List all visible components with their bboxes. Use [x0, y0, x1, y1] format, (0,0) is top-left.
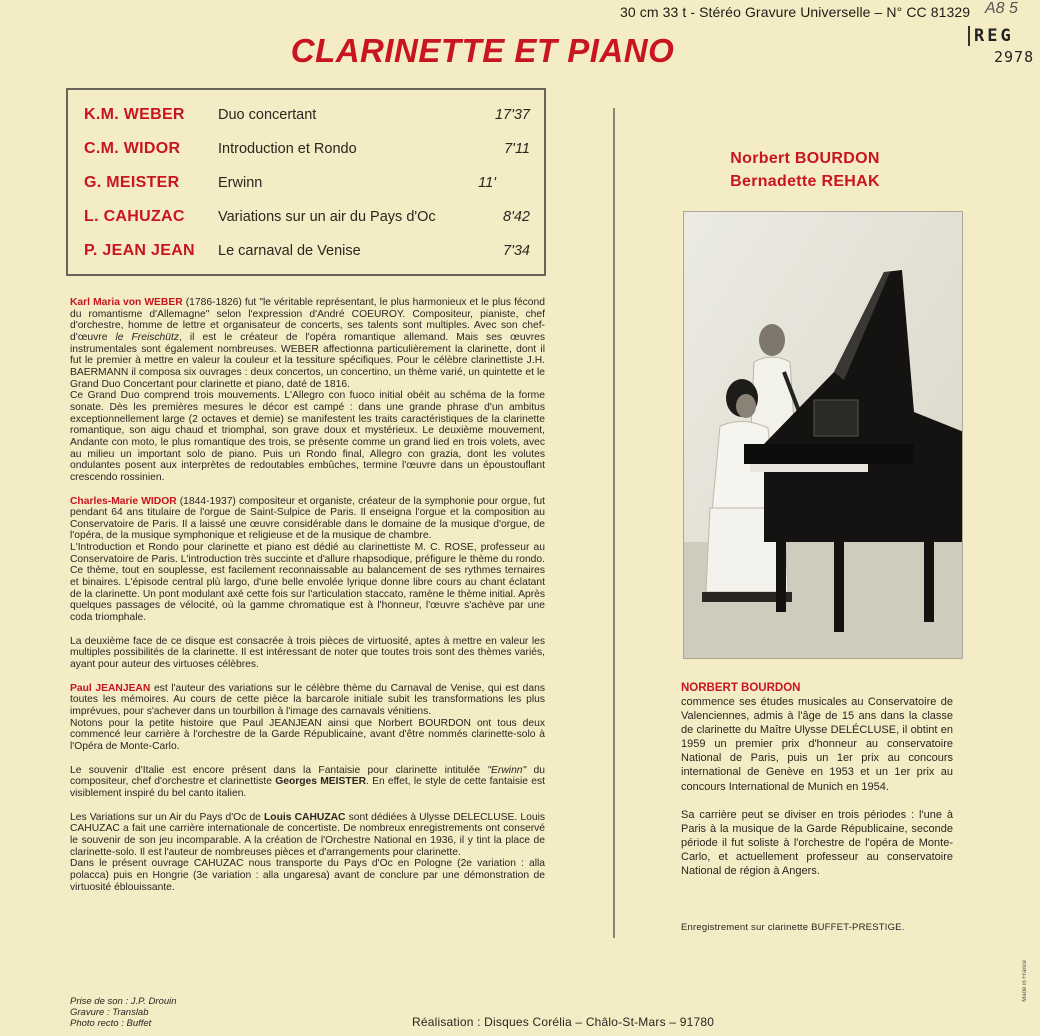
- program-work: Le carnaval de Venise: [218, 243, 361, 259]
- program-row: [68, 132, 544, 166]
- weber-name: Karl Maria von WEBER: [70, 297, 183, 308]
- bourdon-biography: [681, 682, 953, 892]
- jeanjean-text-2: Notons pour la petite histoire que Paul JEANJEAN ainsi que Norbert BOURDON ont tous deux commencé leur carrière à l'orchestre de la Garde Républicaine, avant d'être nommés clarinette-solo à l'Opéra de Monte-Carlo.: [70, 717, 545, 752]
- weber-text: (1786-1826) fut "le véritable représentant, le plus harmonieux et le plus fécond du romantisme d'Allemagne" selon l'expression d'André COEUROY. Compositeur, pianiste, chef d'orchestre, homme de lettre et organisateur de concerts, ses talents sont multiples. Avec son chef-d'œuvre: [70, 297, 545, 343]
- cahuzac-paragraph: [70, 812, 545, 894]
- jeanjean-text: est l'auteur des variations sur le célèbre thème du Carnaval de Venise, qui est dans toutes les mémoires. Au cours de cette pièce la barcarole initiale subit les transformations les plus imprévues, pour s'achever dans un tourbillon à l'image des carnavals vénitiens.: [70, 682, 545, 717]
- program-duration: 17'37: [494, 107, 530, 123]
- program-row: [68, 200, 544, 234]
- performer-piano: Bernadette REHAK: [730, 173, 880, 190]
- program-box: [66, 88, 546, 276]
- program-duration: 7'34: [503, 243, 530, 259]
- meister-text-2: du compositeur, chef d'orchestre et clarinettiste: [70, 764, 545, 788]
- jeanjean-name: Paul JEANJEAN: [70, 682, 151, 694]
- production-credits: [70, 996, 177, 1029]
- widor-text: (1844-1937) compositeur et organiste, créateur de la symphonie pour orgue, fut pendant 64 ans titulaire de l'orgue de Saint-Sulpice de Paris. Il enseigna l'orgue et la composition au Conservatoire de Paris. Il a laissé une œuvre considérable dans le domaine de la musique d'orgue, de l'opéra, de la musique symphonique et religieuse et de la musique de chambre.: [70, 495, 545, 542]
- weber-duo-text: Ce Grand Duo comprend trois mouvements. L'Allegro con fuoco initial obéit au schéma de la forme sonate. Dès les premières mesures le décor est campé : dans une grande phrase d'un ambitus exceptionnellement large (2 octaves et demie) se manifestent les traits caractéristiques de la clarinette romantique, son aigu chaud et triomphal, son grave doux et mystérieux. Le deuxième mouvement, Andante con moto, le plus romantique des trois, se présente comme un grand lied en trois volets, avec au milieu un important solo de piano. Puis un Rondo final, Allegro con grazia, dont les volutes ondulantes posent aux interprètes de redoutables embûches, termine l'œuvre dans un époustouflant crescendo rossinien.: [70, 390, 545, 483]
- program-work: Erwinn: [218, 175, 263, 191]
- bio-paragraph: commence ses études musicales au Conservatoire de Valenciennes, admis à l'âge de 15 ans dans la classe de clarinette du Maître Ulysse DELÉCLUSE, il obtint en 1959 un premier prix d'honneur au conservatoire National de Paris, puis un 1er prix au concours international de Genève en 1953 et un 1er prix au concours International de Munich en 1954.: [681, 696, 953, 793]
- program-duration: 7'11: [504, 141, 530, 157]
- program-row: [68, 166, 544, 200]
- cahuzac-text: Les Variations sur un Air du Pays d'Oc de: [70, 811, 265, 823]
- program-row: [68, 98, 544, 132]
- photo-illustration: [684, 212, 963, 659]
- widor-name: Charles-Marie WIDOR: [70, 495, 177, 507]
- widor-rondo-text: L'Introduction et Rondo pour clarinette et piano est dédié au clarinettiste M. C. ROSE, professeur au Conservatoire de Paris. L'introduction très succinte et d'allure rhapsodique, préfigure le thème du rondo. Ce thème, tout en souplesse, est facilement reconnaissable au balancement de ses rythmes ternaires et binaires. L'épisode central plù largo, d'une belle envolée lyrique donne libre cours au chant éclatant de la clarinette. Un pont modulant axé cette fois sur l'articulation staccato, ramène le thème initial. Après quelques passages de vélocité, où la gamme chromatique est à l'honneur, l'œuvre s'achève par une coda triomphale.: [70, 542, 545, 624]
- handwritten-note: A8 5: [985, 0, 1018, 17]
- weber-paragraph: [70, 297, 545, 484]
- column-divider: [613, 108, 615, 938]
- program-composer: K.M. WEBER: [84, 106, 185, 123]
- meister-text: Le souvenir d'Italie est encore présent dans la Fantaisie pour clarinette intitulée: [70, 764, 488, 776]
- program-row: [68, 234, 544, 268]
- performers: [640, 147, 970, 193]
- weber-text-2: , il est le créateur de l'opéra romantique allemand. Mais ses œuvres instrumentales sont également nombreuses. WEBER affectionna particulièrement la clarinette, dont il fut le premier à mettre en valeur la couleur et la tessiture spécifiques. Pour le célèbre clarinettiste J.H. BAERMANN il composa six ouvrages : deux concertos, un concertino, un thème varié, un quintette et le Grand Duo Concertant pour clarinette et piano, daté de 1816.: [70, 331, 545, 390]
- program-composer: L. CAHUZAC: [84, 208, 185, 225]
- freischutz-title: le Freischütz: [115, 331, 179, 343]
- catalog-line: 30 cm 33 t - Stéréo Gravure Universelle – N° CC 81329: [620, 4, 971, 20]
- program-composer: P. JEAN JEAN: [84, 242, 195, 259]
- jeanjean-paragraph: [70, 683, 545, 753]
- meister-paragraph: [70, 765, 545, 800]
- meister-text-3: . En effet, le style de cette fantaisie est visiblement inspiré du bel canto italien.: [70, 776, 545, 799]
- performer-clarinet: Norbert BOURDON: [730, 150, 880, 167]
- performers-photo: [683, 211, 963, 659]
- program-work: Duo concertant: [218, 107, 317, 123]
- liner-notes: [70, 297, 545, 905]
- credit-photo: Photo recto : Buffet: [70, 1018, 152, 1029]
- program-duration: 8'42: [503, 209, 530, 225]
- edge-print: Made in France: [1022, 960, 1028, 1002]
- program-composer: G. MEISTER: [84, 174, 180, 191]
- program-work: Variations sur un air du Pays d'Oc: [218, 209, 436, 225]
- archive-number: 2978: [994, 48, 1035, 66]
- bio-name: NORBERT BOURDON: [681, 682, 801, 694]
- credit-engraving: Gravure : Translab: [70, 1007, 149, 1018]
- album-title: CLARINETTE ET PIANO: [290, 32, 675, 69]
- program-work: Introduction et Rondo: [218, 141, 357, 157]
- face2-paragraph: La deuxième face de ce disque est consacrée à trois pièces de virtuosité, aptes à mettre en valeur les multiples possibilités de la clarinette. Il est intéressant de noter que toutes trois sont des thèmes variés, ayant pour auteur des virtuoses célèbres.: [70, 635, 545, 671]
- program-duration: 11': [478, 175, 496, 191]
- meister-name: Georges MEISTER: [275, 776, 366, 788]
- program-composer: C.M. WIDOR: [84, 140, 181, 157]
- realisation-line: Réalisation : Disques Corélia – Châlo-St-Mars – 91780: [412, 1015, 715, 1029]
- credit-sound: Prise de son : J.P. Drouin: [70, 996, 177, 1007]
- cahuzac-text-3: Dans le présent ouvrage CAHUZAC nous transporte du Pays d'Oc en Pologne (2e variation : alla polacca) puis en Hongrie (3e variation : alla ungaresa) avant de conclure par une démonstration de virtuosité éblouissante.: [70, 858, 545, 893]
- archive-stamp: REG: [968, 26, 1014, 46]
- erwinn-title: "Erwinn": [487, 764, 527, 776]
- cahuzac-name: Louis CAHUZAC: [264, 811, 346, 823]
- cahuzac-text-2: sont dédiées à Ulysse DELECLUSE. Louis CAHUZAC a fait une carrière internationale de concertiste. De nombreux enregistrements ont conservé le souvenir de son jeu incomparable. A la création de l'Orchestre National en 1936, il y tint la place de clarinette-solo. Il est l'auteur de nombreuses pièces et d'arrangements pour clarinette.: [70, 811, 546, 858]
- widor-paragraph: [70, 496, 545, 624]
- bio-paragraph: Sa carrière peut se diviser en trois périodes : l'une à Paris à la musique de la Garde Républicaine, seconde période il fut soliste à l'orchestre de l'opéra de Monte-Carlo, et actuellement professeur au conservatoire National de région à Angers.: [681, 808, 953, 878]
- instrument-note: Enregistrement sur clarinette BUFFET-PRESTIGE.: [681, 922, 905, 933]
